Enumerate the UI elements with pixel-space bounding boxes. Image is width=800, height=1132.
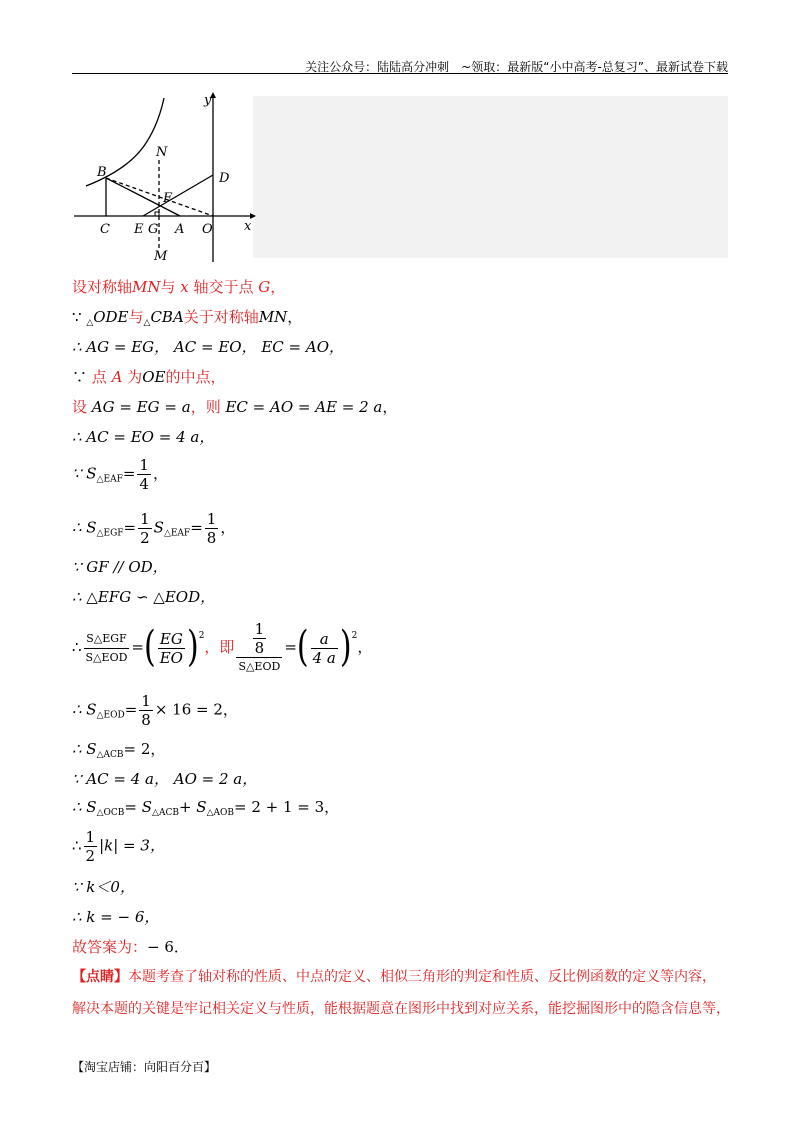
line-7: ∵ $S_{\triangle EAF}=$ $\frac{1}{4}$ ， — [72, 456, 168, 493]
label-f: F — [163, 191, 173, 206]
line-12: ∴ $S_{\triangle EOD}=$ $\frac{1}{8}$ × 16 = 2， — [72, 692, 238, 729]
label-a: A — [175, 222, 185, 237]
line-9: ∵ GF // OD， — [72, 558, 168, 576]
line-20: 【点睛】本题考查了轴对称的性质、中点的定义、相似三角形的判定和性质、反比例函数的定义等内容， — [72, 969, 716, 985]
label-c: C — [100, 222, 110, 237]
line-6: ∴ AC = EO = 4 a， — [72, 428, 215, 446]
page-header: 关注公众号：陆陆高分冲刺 ~领取：最新版“小中高考-总复习”、最新试卷下载 — [305, 60, 728, 74]
line-5: 设 AG = EG = a，则 EC = AO = AE = 2 a， — [72, 398, 398, 416]
line-10: ∴ △EFG ∽ △EOD， — [72, 588, 216, 606]
line-16: ∴ $\frac{1}{2}$ |k| = 3， — [72, 828, 165, 865]
geometry-figure — [72, 90, 262, 265]
label-b: B — [97, 165, 107, 180]
line-14: ∵ AC = 4 a， AO = 2 a， — [72, 770, 258, 788]
line-1: 设对称轴MN与 x 轴交于点 G， — [72, 278, 286, 296]
label-g: G — [148, 222, 159, 237]
line-4: ∵ 点 A 为OE的中点， — [72, 368, 226, 386]
label-n: N — [156, 145, 168, 160]
line-11: ∴ $\frac{\text{S△EGF}}{\text{S△EOD}}$ =( $\frac{EG}{EO}$ )$^2$，即 $\frac{\frac{1}{8}}{\text{S△EOD}}$ =( $\frac{a}{4 a}$ )$^2$， — [72, 620, 373, 673]
line-21: 解决本题的关键是牢记相关定义与性质，能根据题意在图形中找到对应关系，能挖掘图形中的隐含信息等， — [72, 1001, 730, 1017]
line-8: ∴ $S_{\triangle EGF}=$ $\frac{1}{2}$ $S_{\triangle EAF}=$ $\frac{1}{8}$ ， — [72, 510, 236, 547]
line-19: 故答案为：− 6． — [72, 938, 189, 956]
line-13: ∴ $S_{\triangle ACB}= 2$， — [72, 740, 166, 760]
header-rule — [72, 73, 728, 74]
line-17: ∵ k＜0， — [72, 878, 135, 896]
line-3: ∴ AG = EG， AC = EO， EC = AO， — [72, 338, 345, 356]
line-2: ∵ $_\triangle$ODE与$_\triangle$CBA关于对称轴MN， — [72, 308, 303, 328]
page-footer: 【淘宝店铺：向阳百分百】 — [72, 1060, 217, 1074]
label-m: M — [154, 249, 168, 264]
label-e: E — [134, 222, 144, 237]
figure-background — [253, 96, 728, 258]
label-o: O — [202, 222, 213, 237]
line-15: ∴ $S_{\triangle OCB}= S_{\triangle ACB}+ S_{\triangle AOB}= 2 + 1 = 3$， — [72, 798, 340, 818]
label-y: y — [204, 93, 212, 108]
label-x: x — [244, 219, 252, 234]
label-d: D — [219, 171, 230, 186]
line-18: ∴ k = − 6， — [72, 908, 160, 926]
